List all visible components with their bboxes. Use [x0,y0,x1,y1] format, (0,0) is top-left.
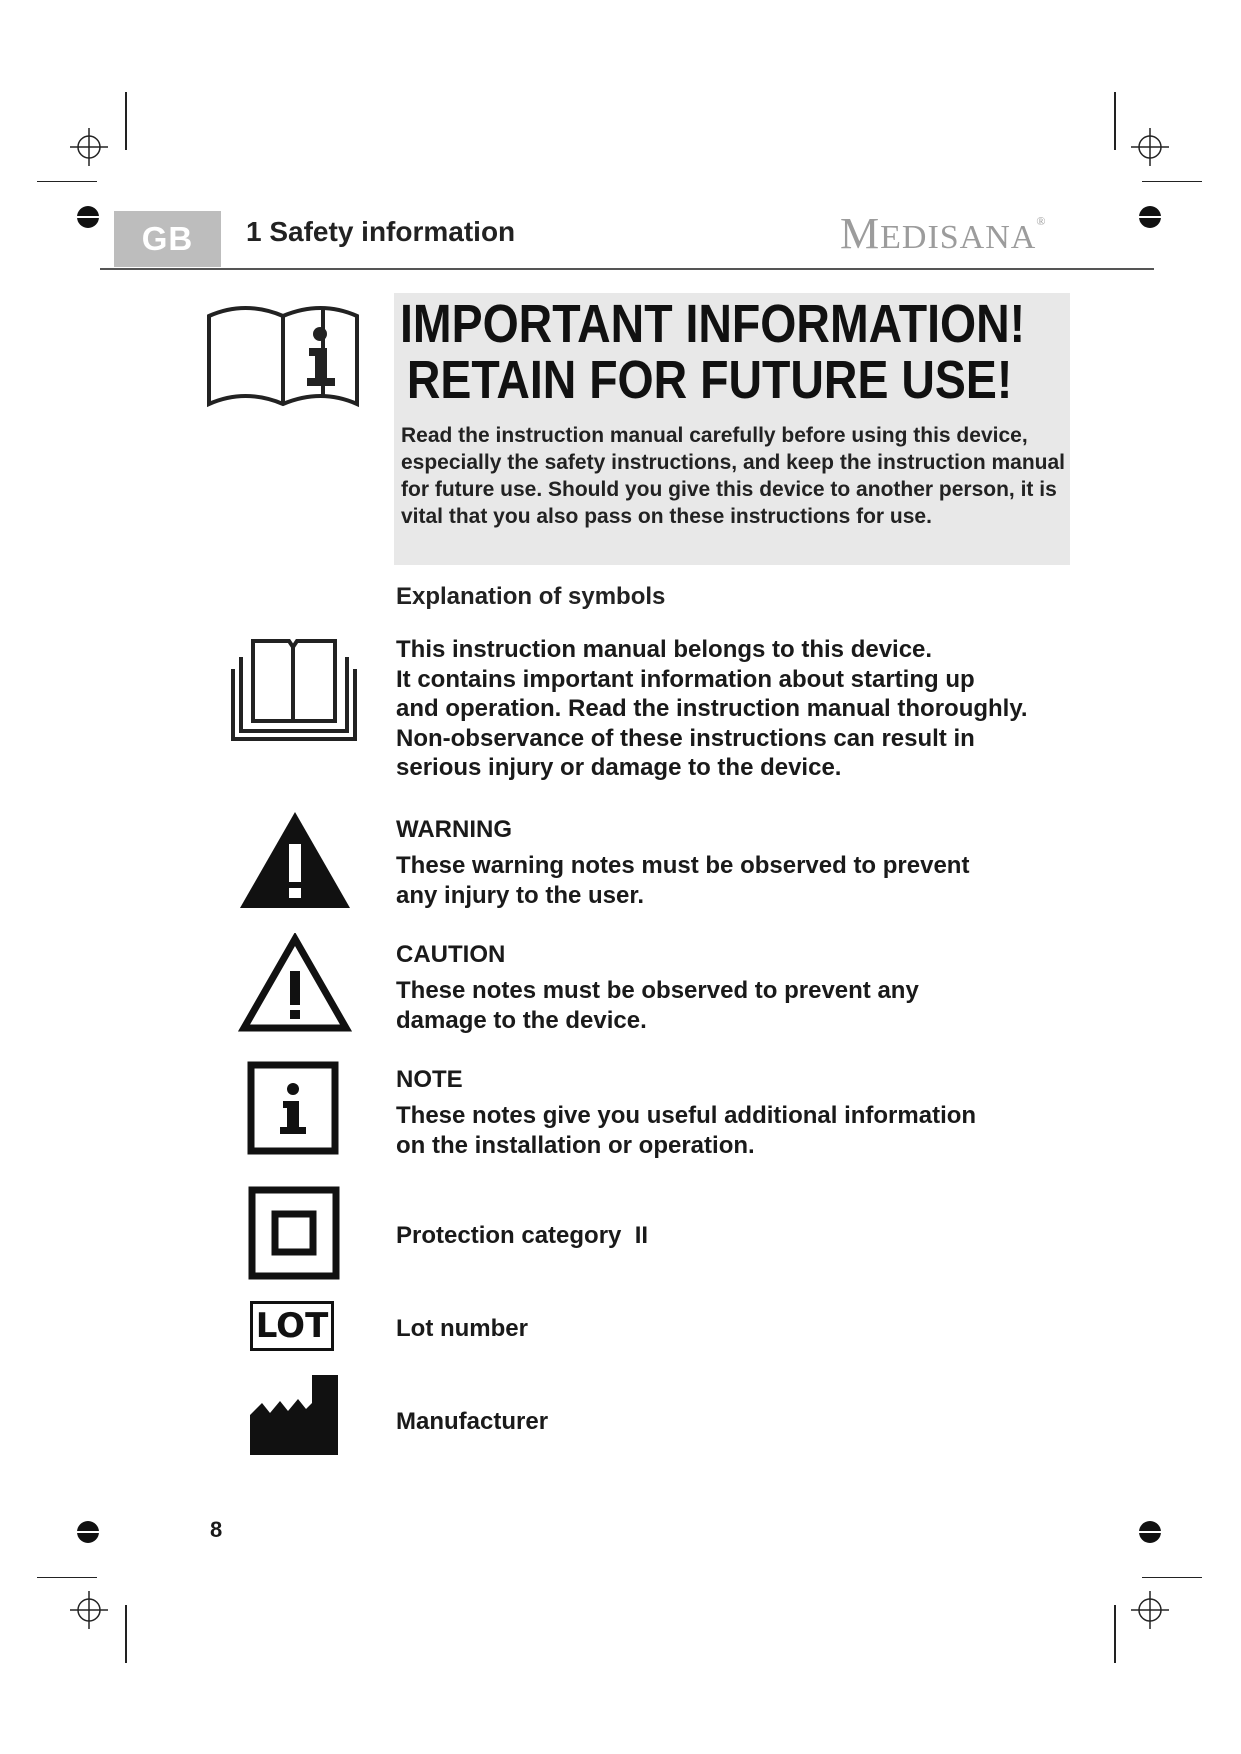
note-label: NOTE [396,1066,463,1093]
header-divider [100,268,1154,270]
read-manual-info-icon [205,296,361,412]
title-line-2: RETAIN FOR FUTURE USE! [406,350,1013,410]
page-number: 8 [210,1517,223,1542]
warning-label: WARNING [396,816,512,843]
factory-icon [250,1375,340,1455]
lot-number-text: Lot number [396,1315,528,1342]
registration-dot-icon [76,205,100,229]
registration-dot-icon [1138,205,1162,229]
manual-symbol-text: This instruction manual belongs to this device. It contains important information about starting up and operation. Read the instruction manual thoroughly. Non-observance of these instructions can result in serious injury or damage to the device. [396,636,1028,781]
protection-category-text: Protection category II [396,1222,649,1249]
registration-dot-icon [76,1520,100,1544]
info-box-icon [247,1061,339,1155]
crop-line [1142,1577,1202,1578]
section-title: 1 Safety information [246,216,516,247]
brand-logo: MEDISANA® [840,209,1047,258]
registration-crosshair-icon [70,1591,108,1629]
double-square-icon [248,1186,340,1280]
title-line-1: IMPORTANT INFORMATION! [400,294,1026,354]
crop-line [125,92,127,150]
caution-label: CAUTION [396,941,506,968]
symbols-heading: Explanation of symbols [396,583,666,610]
crop-line [37,181,97,182]
language-tab: GB [114,211,221,267]
important-notice-title [400,296,1025,408]
warning-filled-triangle-icon [238,810,352,910]
note-symbol-text: NOTE These notes give you useful additional information on the installation or operation. [396,1066,977,1159]
open-book-icon [229,635,359,742]
registration-dot-icon [1138,1520,1162,1544]
crop-line [37,1577,97,1578]
crop-line [1114,92,1116,150]
warning-symbol-text: WARNING These warning notes must be observed to prevent any injury to the user. [396,816,970,909]
crop-line [1114,1605,1116,1663]
crop-line [125,1605,127,1663]
registration-crosshair-icon [70,128,108,166]
manufacturer-text: Manufacturer [396,1408,549,1435]
registration-crosshair-icon [1131,128,1169,166]
important-notice-text: Read the instruction manual carefully before using this device, especially the safety instructions, and keep the instruction manual for future use. Should you give this device to another person, it is vital that you also pass on these instructions for use. [401,424,1066,528]
caution-symbol-text: CAUTION These notes must be observed to prevent any damage to the device. [396,941,919,1034]
lot-icon: LOT [250,1301,334,1351]
registration-crosshair-icon [1131,1591,1169,1629]
caution-outline-triangle-icon [238,933,352,1033]
crop-line [1142,181,1202,182]
